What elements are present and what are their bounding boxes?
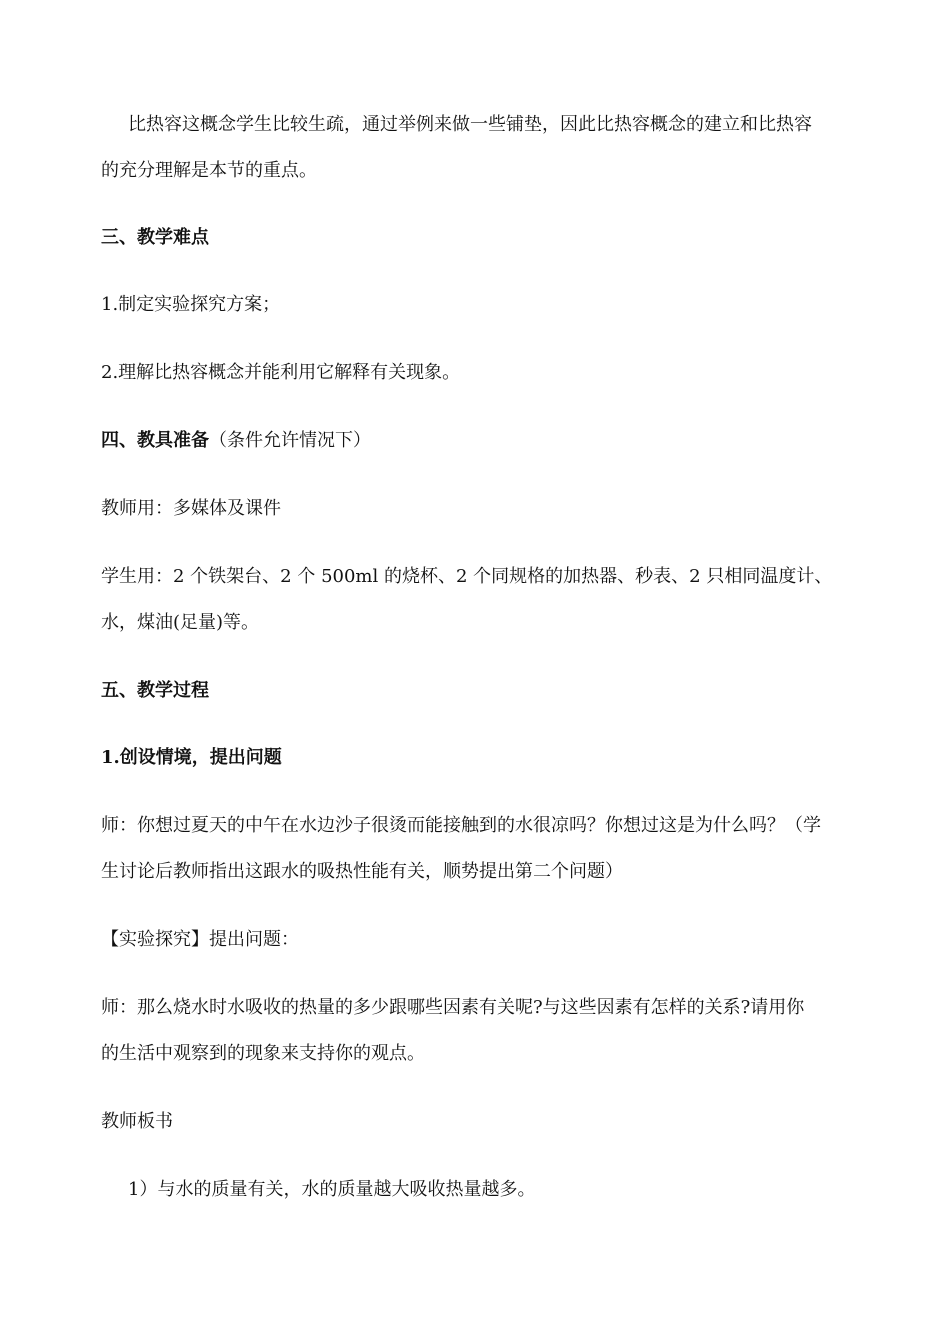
section-heading xyxy=(101,429,371,453)
paragraph-line: 教师板书 xyxy=(101,1111,173,1132)
paragraph-line: 的生活中观察到的现象来支持你的观点。 xyxy=(101,1043,425,1064)
list-item: 1）与水的质量有关，水的质量越大吸收热量越多。 xyxy=(128,1179,536,1200)
paragraph-line: 师：你想过夏天的中午在水边沙子很烫而能接触到的水很凉吗？你想过这是为什么吗？（学 xyxy=(101,815,821,836)
section-heading-title: 四、教具准备 xyxy=(101,430,209,451)
paragraph-line: 比热容这概念学生比较生疏，通过举例来做一些铺垫，因此比热容概念的建立和比热容 xyxy=(128,114,812,135)
paragraph-line: 学生用：2 个铁架台、2 个 500ml 的烧杯、2 个同规格的加热器、秒表、2 只相同温度计、 xyxy=(101,566,833,587)
section-heading: 三、教学难点 xyxy=(101,227,209,248)
paragraph-line: 【实验探究】提出问题： xyxy=(101,929,299,950)
list-item: 1.制定实验探究方案； xyxy=(101,294,281,315)
paragraph-line: 师：那么烧水时水吸收的热量的多少跟哪些因素有关呢?与这些因素有怎样的关系?请用你 xyxy=(101,997,805,1018)
paragraph-line: 的充分理解是本节的重点。 xyxy=(101,160,317,181)
section-heading: 五、教学过程 xyxy=(101,680,209,701)
list-item: 2.理解比热容概念并能利用它解释有关现象。 xyxy=(101,362,461,383)
paragraph-line: 生讨论后教师指出这跟水的吸热性能有关，顺势提出第二个问题） xyxy=(101,861,623,882)
subsection-heading: 1.创设情境，提出问题 xyxy=(101,747,282,768)
paragraph-line: 教师用：多媒体及课件 xyxy=(101,498,281,519)
paragraph-line: 水，煤油(足量)等。 xyxy=(101,612,260,633)
section-heading-note: （条件允许情况下） xyxy=(209,430,371,451)
